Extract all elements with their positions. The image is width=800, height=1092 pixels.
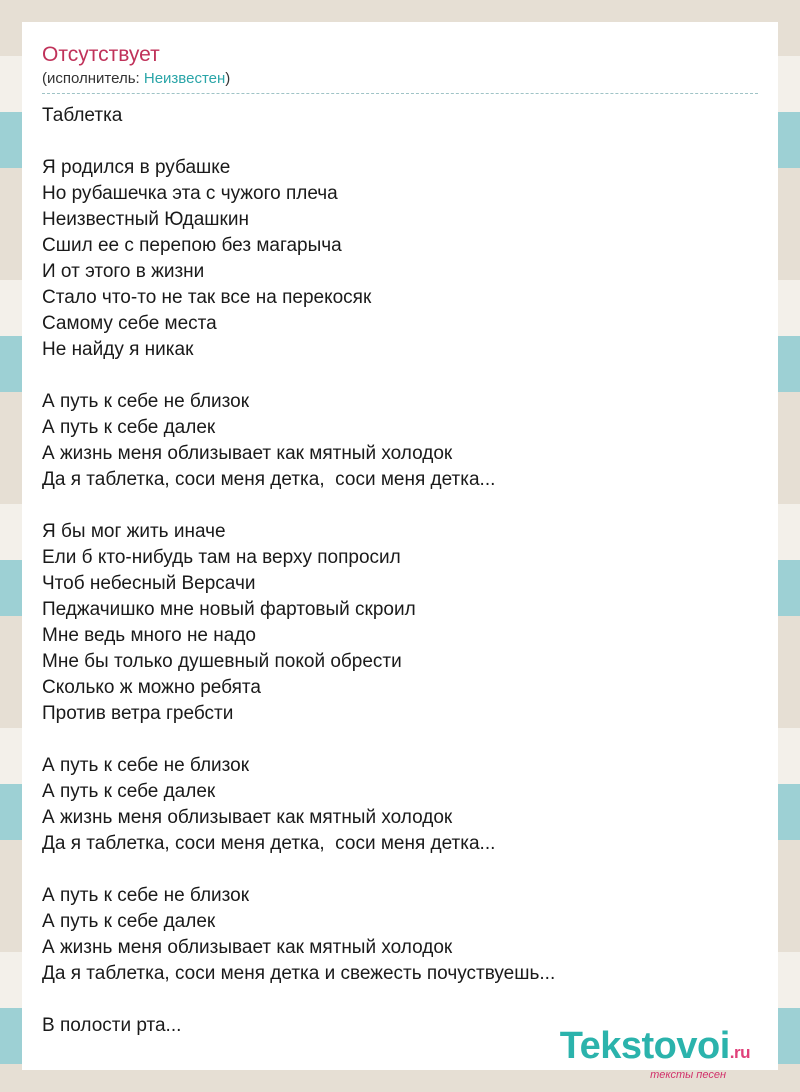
lyric-line: Не найду я никак [42, 339, 194, 360]
stanza-break [42, 363, 758, 389]
logo-wordmark [560, 1026, 750, 1073]
lyric-line: Педжачишко мне новый фартовый скроил [42, 599, 416, 620]
lyric-line: Ели б кто-нибудь там на верху попросил [42, 547, 401, 568]
lyric-line: Чтоб небесный Версачи [42, 573, 256, 594]
lyric-line: А путь к себе не близок [42, 755, 250, 776]
stanza-break [42, 493, 758, 519]
song-header [42, 42, 758, 94]
lyric-line: Я родился в рубашке [42, 157, 231, 178]
lyric-line: И от этого в жизни [42, 261, 205, 282]
lyrics-text [42, 103, 758, 1039]
stanza-break [42, 987, 758, 1013]
lyric-line: Да я таблетка, соси меня детка, соси меня детка... [42, 469, 496, 490]
lyric-line: Да я таблетка, соси меня детка, соси меня детка... [42, 833, 496, 854]
lyric-line: Я бы мог жить иначе [42, 521, 226, 542]
artist-line [42, 69, 758, 89]
lyric-line: А жизнь меня облизывает как мятный холодок [42, 807, 453, 828]
lyric-line: Мне ведь много не надо [42, 625, 256, 646]
logo-tld: .ru [729, 1043, 750, 1062]
stanza-break [42, 129, 758, 155]
lyric-line: А жизнь меня облизывает как мятный холодок [42, 443, 453, 464]
artist-suffix: ) [225, 70, 231, 87]
stanza-break [42, 857, 758, 883]
lyric-line: Стало что-то не так все на перекосяк [42, 287, 372, 308]
stanza-break [42, 727, 758, 753]
header-divider [42, 93, 758, 94]
lyric-line: А жизнь меня облизывает как мятный холодок [42, 937, 453, 958]
lyric-line: А путь к себе не близок [42, 391, 250, 412]
lyric-line: Да я таблетка, соси меня детка и свежесть почуствуешь... [42, 963, 556, 984]
lyric-line: А путь к себе не близок [42, 885, 250, 906]
lyric-line: Самому себе места [42, 313, 217, 334]
lyric-line: Таблетка [42, 105, 123, 126]
lyric-line: А путь к себе далек [42, 781, 216, 802]
lyric-line: В полости рта... [42, 1015, 182, 1036]
artist-prefix: (исполнитель: [42, 70, 144, 87]
lyric-line: Но рубашечка эта с чужого плеча [42, 183, 338, 204]
lyric-line: Мне бы только душевный покой обрести [42, 651, 402, 672]
lyric-line: А путь к себе далек [42, 417, 216, 438]
song-title: Отсутствует [42, 43, 160, 66]
site-logo[interactable] [560, 1026, 750, 1081]
lyric-line: Сколько ж можно ребята [42, 677, 261, 698]
logo-tagline: тексты песен [650, 1069, 726, 1081]
lyrics-card [22, 22, 778, 1081]
lyric-line: Неизвестный Юдашкин [42, 209, 249, 230]
lyric-line: Сшил ее с перепою без магарыча [42, 235, 342, 256]
lyric-line: А путь к себе далек [42, 911, 216, 932]
artist-link[interactable]: Неизвестен [143, 70, 226, 87]
logo-main-text: Tekstovoi [559, 1025, 730, 1067]
lyric-line: Против ветра гребсти [42, 703, 234, 724]
